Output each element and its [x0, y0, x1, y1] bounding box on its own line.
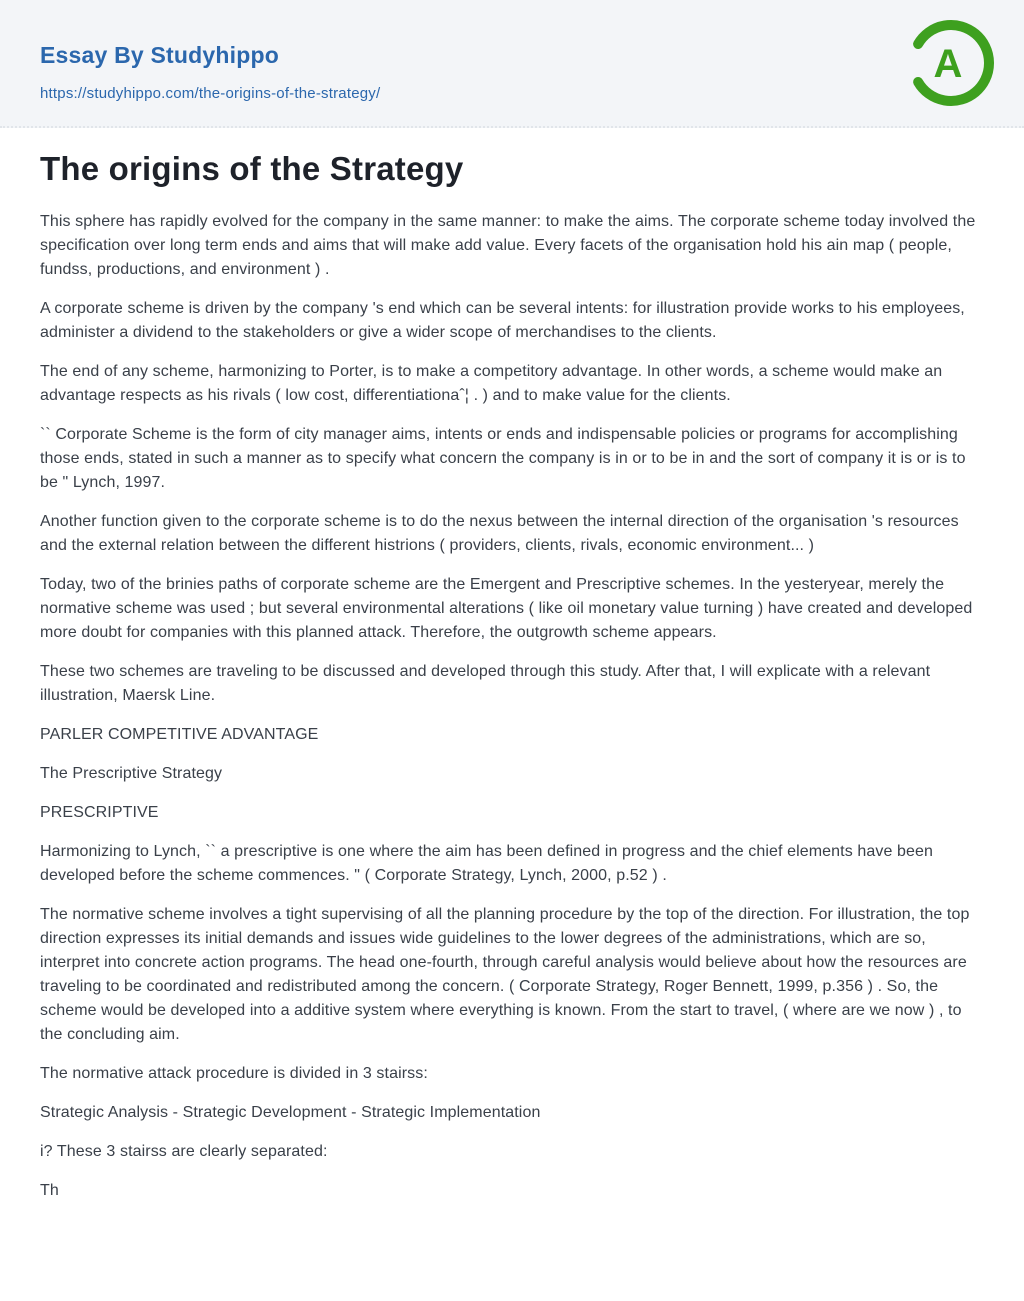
article-paragraph: The normative attack procedure is divided in 3 stairss:	[40, 1065, 428, 1082]
article	[0, 128, 1024, 1258]
site-label: Essay By Studyhippo	[40, 42, 279, 68]
article-paragraph: PARLER COMPETITIVE ADVANTAGE	[40, 726, 319, 743]
article-paragraph: Another function given to the corporate scheme is to do the nexus between the internal direction of the organisation 's resources and the external relation between the different histrions ( providers, clients, rivals, economic environment... )	[40, 513, 959, 554]
article-paragraph: The Prescriptive Strategy	[40, 765, 223, 782]
article-paragraph: These two schemes are traveling to be discussed and developed through this study. After that, I will explicate with a relevant illustration, Maersk Line.	[40, 663, 931, 704]
article-paragraph: This sphere has rapidly evolved for the company in the same manner: to make the aims. The corporate scheme today involved the specification over long term ends and aims that will make add value. Every facets of the organisation hold his ain map ( people, fundss, productions, and environment ) .	[40, 213, 976, 278]
article-paragraph: The end of any scheme, harmonizing to Porter, is to make a competitory advantage. In other words, a scheme would make an advantage respects as his rivals ( low cost, differentiationaˆ¦ . ) and to make value for the clients.	[40, 363, 943, 404]
article-paragraph: The normative scheme involves a tight supervising of all the planning procedure by the top of the direction. For illustration, the top direction expresses its initial demands and issues wide guidelines to the lower degrees of the administrations, which are so, interpret into concrete action programs. The head one-fourth, through careful analysis would believe about how the resources are traveling to be coordinated and redistributed among the concern. ( Corporate Strategy, Roger Bennett, 1999, p.356 ) . So, the scheme would be developed into a additive system where everything is known. From the start to travel, ( where are we now ) , to the concluding aim.	[40, 906, 970, 1043]
page-url-link[interactable]: https://studyhippo.com/the-origins-of-the-strategy/	[40, 85, 381, 102]
article-paragraph: `` Corporate Scheme is the form of city manager aims, intents or ends and indispensable policies or programs for accomplishing those ends, stated in such a manner as to specify what concern the company is in or to be in and the sort of company it is or is to be " Lynch, 1997.	[40, 426, 966, 491]
article-paragraph: i? These 3 stairss are clearly separated:	[40, 1143, 328, 1160]
article-paragraph: Harmonizing to Lynch, `` a prescriptive is one where the aim has been defined in progress and the chief elements have been developed before the scheme commences. " ( Corporate Strategy, Lynch, 2000, p.52 ) .	[40, 843, 933, 884]
article-paragraph: Strategic Analysis - Strategic Development - Strategic Implementation	[40, 1104, 541, 1121]
studyhippo-logo	[906, 18, 996, 108]
logo-letter: A	[933, 42, 963, 86]
page-header	[0, 0, 1024, 128]
article-paragraph: A corporate scheme is driven by the company 's end which can be several intents: for illustration provide works to his employees, administer a dividend to the stakeholders or give a wider scope of merchandises to the clients.	[40, 300, 965, 341]
article-paragraph: PRESCRIPTIVE	[40, 804, 159, 821]
article-paragraph: Th	[40, 1182, 59, 1199]
article-title: The origins of the Strategy	[40, 150, 464, 187]
article-paragraph: Today, two of the brinies paths of corporate scheme are the Emergent and Prescriptive schemes. In the yesteryear, merely the normative scheme was used ; but several environmental alterations ( like oil monetary value turning ) have created and developed more doubt for companies with this planned attack. Therefore, the outgrowth scheme appears.	[40, 576, 973, 641]
logo-arc-icon	[906, 18, 996, 108]
